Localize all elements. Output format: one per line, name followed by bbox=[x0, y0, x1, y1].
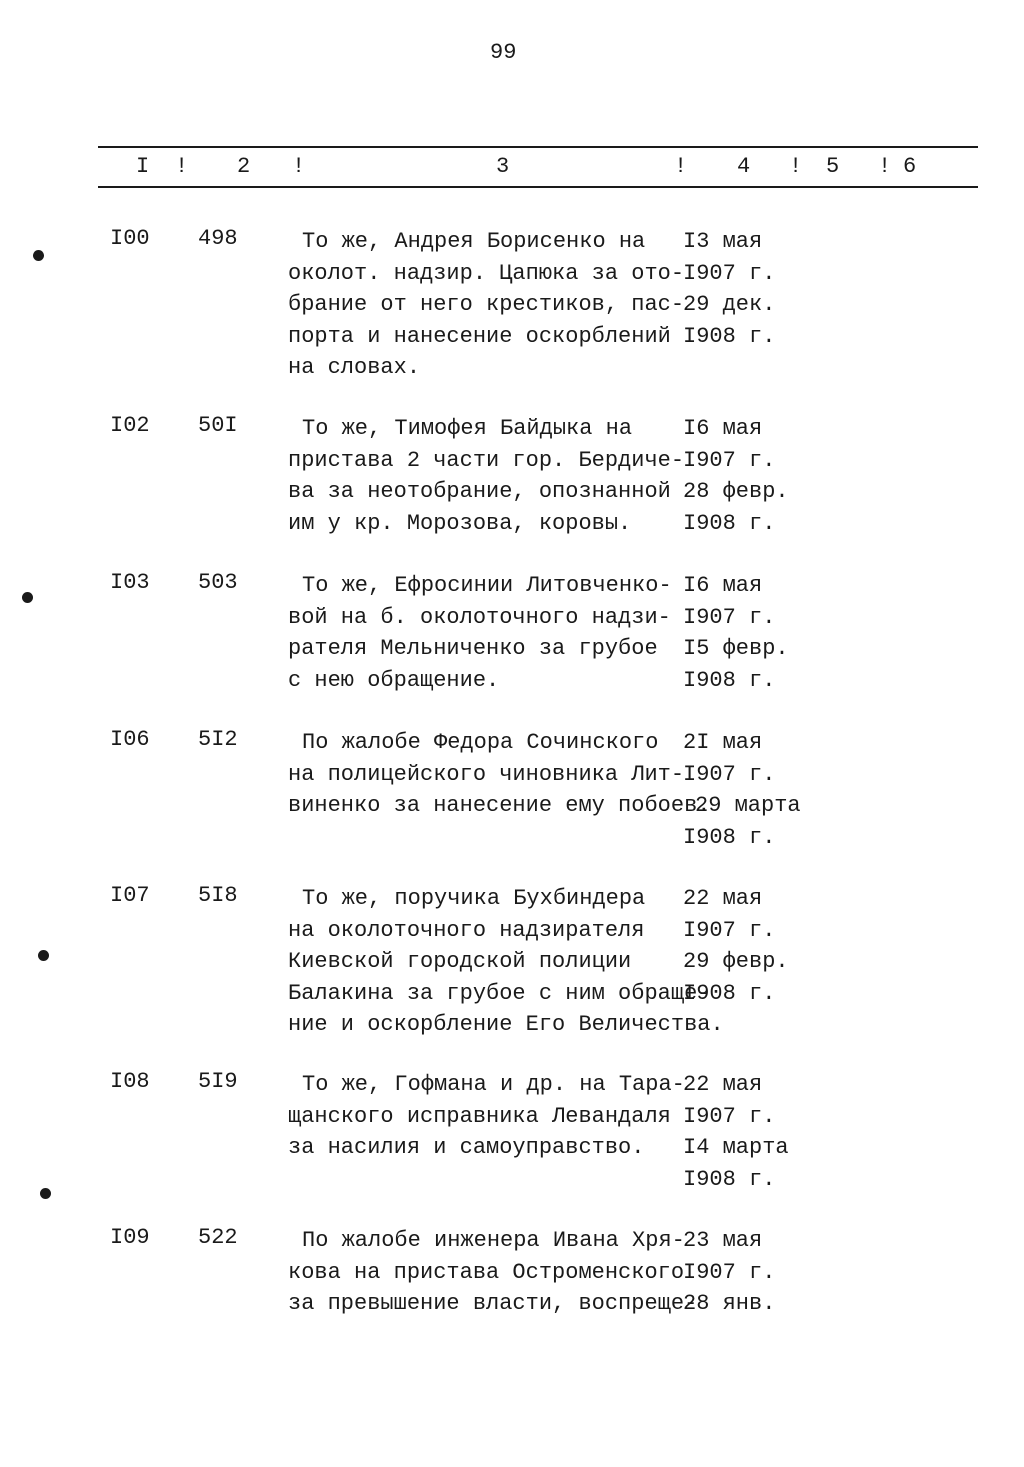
column-header-6: 6 bbox=[903, 154, 917, 179]
row-number: I07 bbox=[110, 883, 150, 908]
date-line: 28 янв. bbox=[683, 1291, 776, 1316]
date-line: 29 дек. bbox=[683, 292, 776, 317]
binding-hole-mark bbox=[22, 592, 33, 603]
document-number: 498 bbox=[198, 226, 238, 251]
description-line: виненко за нанесение ему побоев. bbox=[288, 793, 711, 818]
description-line: ние и оскорбление Его Величества. bbox=[288, 1012, 724, 1037]
row-dates bbox=[683, 570, 823, 696]
date-line: I3 мая bbox=[683, 229, 763, 254]
document-number: 522 bbox=[198, 1225, 238, 1250]
description-line: По жалобе Федора Сочинского bbox=[302, 730, 659, 755]
description-line: брание от него крестиков, пас- bbox=[288, 292, 685, 317]
column-separator: ! bbox=[292, 154, 306, 179]
date-line: I6 мая bbox=[683, 416, 763, 441]
date-line: I908 г. bbox=[683, 667, 776, 693]
row-description bbox=[288, 570, 698, 696]
row-dates bbox=[683, 1225, 823, 1320]
row-description bbox=[288, 226, 698, 384]
row-number: I06 bbox=[110, 727, 150, 752]
row-number: I09 bbox=[110, 1225, 150, 1250]
column-header-4: 4 bbox=[737, 154, 751, 179]
description-line: То же, Гофмана и др. на Тара- bbox=[302, 1072, 685, 1097]
description-line: за насилия и самоуправство. bbox=[288, 1135, 645, 1160]
column-header-5: 5 bbox=[826, 154, 840, 179]
description-line: По жалобе инженера Ивана Хря- bbox=[302, 1228, 685, 1253]
date-line: 29 марта bbox=[695, 793, 801, 818]
date-line: I5 февр. bbox=[683, 636, 789, 661]
document-number: 5I9 bbox=[198, 1069, 238, 1094]
description-line: То же, Андрея Борисенко на bbox=[302, 229, 646, 254]
description-line: порта и нанесение оскорблений bbox=[288, 323, 671, 349]
description-line: То же, Тимофея Байдыка на bbox=[302, 416, 633, 441]
date-line: 23 мая bbox=[683, 1228, 763, 1253]
column-header-3: 3 bbox=[496, 154, 510, 179]
page-number: 99 bbox=[490, 40, 517, 65]
row-number: I08 bbox=[110, 1069, 150, 1094]
column-separator: ! bbox=[789, 154, 803, 179]
row-description bbox=[288, 727, 711, 822]
document-number: 503 bbox=[198, 570, 238, 595]
date-line: I907 г. bbox=[683, 761, 776, 787]
description-line: с нею обращение. bbox=[288, 667, 500, 693]
description-line: ва за неотобрание, опознанной bbox=[288, 479, 671, 504]
date-line: 22 мая bbox=[683, 1072, 763, 1097]
date-line: 29 февр. bbox=[683, 949, 789, 974]
row-number: I00 bbox=[110, 226, 150, 251]
row-description bbox=[288, 413, 698, 539]
column-separator: ! bbox=[674, 154, 688, 179]
description-line: за превышение власти, воспреще- bbox=[288, 1291, 698, 1316]
date-line: I907 г. bbox=[683, 447, 776, 473]
row-dates bbox=[683, 727, 823, 853]
row-dates bbox=[683, 413, 823, 539]
date-line: I907 г. bbox=[683, 1259, 776, 1285]
description-line: щанского исправника Левандаля bbox=[288, 1103, 671, 1129]
description-line: на околоточного надзирателя bbox=[288, 917, 645, 943]
date-line: I908 г. bbox=[683, 510, 776, 536]
row-dates bbox=[683, 883, 823, 1009]
description-line: кова на пристава Остроменского bbox=[288, 1259, 685, 1285]
binding-hole-mark bbox=[33, 250, 44, 261]
date-line: 2I мая bbox=[683, 730, 763, 755]
date-line: I907 г. bbox=[683, 1103, 776, 1129]
header-rule-bottom bbox=[98, 186, 978, 188]
description-line: То же, Ефросинии Литовченко- bbox=[302, 573, 672, 598]
column-separator: ! bbox=[878, 154, 892, 179]
date-line: I4 марта bbox=[683, 1135, 789, 1160]
description-line: То же, поручика Бухбиндера bbox=[302, 886, 646, 911]
description-line: пристава 2 части гор. Бердиче- bbox=[288, 447, 685, 473]
date-line: I907 г. bbox=[683, 260, 776, 286]
document-number: 5I2 bbox=[198, 727, 238, 752]
description-line: на полицейского чиновника Лит- bbox=[288, 761, 685, 787]
description-line: рателя Мельниченко за грубое bbox=[288, 636, 658, 661]
column-header-1: I bbox=[136, 154, 150, 179]
document-number: 50I bbox=[198, 413, 238, 438]
row-dates bbox=[683, 1069, 823, 1195]
date-line: I6 мая bbox=[683, 573, 763, 598]
date-line: I907 г. bbox=[683, 917, 776, 943]
date-line: I908 г. bbox=[683, 1166, 776, 1192]
description-line: Балакина за грубое с ним обраще- bbox=[288, 980, 711, 1006]
description-line: вой на б. околоточного надзи- bbox=[288, 604, 671, 630]
date-line: I908 г. bbox=[683, 824, 776, 850]
row-number: I03 bbox=[110, 570, 150, 595]
header-rule-top bbox=[98, 146, 978, 148]
column-separator: ! bbox=[175, 154, 189, 179]
description-line: им у кр. Морозова, коровы. bbox=[288, 510, 632, 536]
date-line: I907 г. bbox=[683, 604, 776, 630]
row-description bbox=[288, 1225, 698, 1320]
binding-hole-mark bbox=[38, 950, 49, 961]
row-description bbox=[288, 1069, 698, 1164]
binding-hole-mark bbox=[40, 1188, 51, 1199]
date-line: I908 г. bbox=[683, 980, 776, 1006]
date-line: I908 г. bbox=[683, 323, 776, 349]
date-line: 22 мая bbox=[683, 886, 763, 911]
row-dates bbox=[683, 226, 823, 352]
date-line: 28 февр. bbox=[683, 479, 789, 504]
column-header-2: 2 bbox=[237, 154, 251, 179]
description-line: Киевской городской полиции bbox=[288, 949, 632, 974]
document-number: 5I8 bbox=[198, 883, 238, 908]
row-number: I02 bbox=[110, 413, 150, 438]
description-line: околот. надзир. Цапюка за ото- bbox=[288, 260, 685, 286]
description-line: на словах. bbox=[288, 355, 421, 380]
